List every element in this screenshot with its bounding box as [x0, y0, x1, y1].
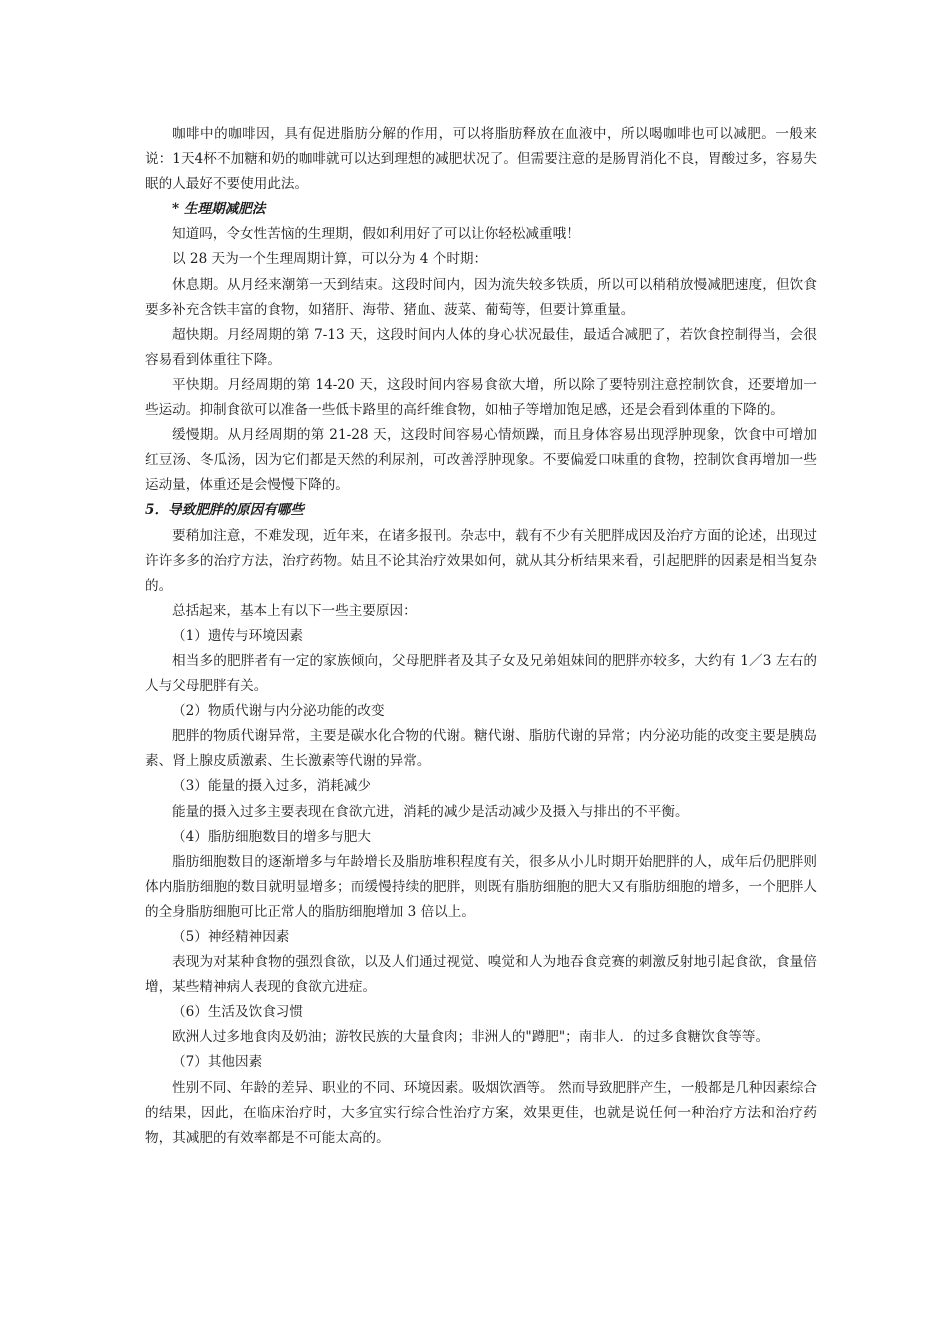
summary-paragraph: 总括起来，基本上有以下一些主要原因： — [172, 602, 417, 619]
cause-3-title: （3）能量的摄入过多，消耗减少 — [172, 778, 371, 795]
cause-5-text: 表现为对某种食物的强烈食欲，以及人们通过视觉、嗅觉和人为地吞食竞赛的刺激反射地引起食欲，食量倍增，某些精神病人表现的食欲亢进症。 — [145, 954, 817, 996]
cause-6-title: （6）生活及饮食习惯 — [172, 1004, 303, 1021]
cause-1-title: （1）遗传与环境因素 — [172, 627, 303, 644]
period-method-heading: * 生理期减肥法 — [172, 201, 266, 218]
steady-phase-paragraph: 平快期。月经周期的第 14-20 天，这段时间内容易食欲大增，所以除了要特别注意控制饮食，还要增加一些运动。抑制食欲可以准备一些低卡路里的高纤维食物，如柚子等增加饱足感，还是会看到体重的下降的。 — [145, 376, 817, 419]
cause-6-text: 欧洲人过多地食肉及奶油；游牧民族的大量食肉；非洲人的"蹲肥"；南非人．的过多食糖饮食等等。 — [172, 1029, 770, 1046]
rest-phase-paragraph: 休息期。从月经来潮第一天到结束。这段时间内，因为流失较多铁质，所以可以稍稍放慢减肥速度，但饮食要多补充含铁丰富的食物，如猪肝、海带、猪血、菠菜、葡萄等，但要计算重量。 — [145, 276, 817, 318]
section-5-heading: 5．导致肥胖的原因有哪些 — [145, 502, 304, 519]
cause-5-title: （5）神经精神因素 — [172, 929, 290, 945]
cause-2-text: 肥胖的物质代谢异常，主要是碳水化合物的代谢。糖代谢、脂肪代谢的异常；内分泌功能的改变主要是胰岛素、肾上腺皮质激素、生长激素等代谢的异常。 — [145, 728, 817, 770]
cause-4-text: 脂肪细胞数目的逐渐增多与年龄增长及脂肪堆积程度有关，很多从小儿时期开始肥胖的人，成年后仍肥胖则体内脂肪细胞的数目就明显增多；而缓慢持续的肥胖，则既有脂肪细胞的肥大又有脂肪细胞的增多，一个肥胖人的全身脂肪细胞可比正常人的脂肪细胞增加 3 倍以上。 — [145, 853, 817, 920]
cause-7-title: （7）其他因素 — [172, 1054, 263, 1071]
coffee-paragraph: 咖啡中的咖啡因，具有促进脂肪分解的作用，可以将脂肪释放在血液中，所以喝咖啡也可以减肥。一般来说：1天4杯不加糖和奶的咖啡就可以达到理想的减肥状况了。但需要注意的是肠胃消化不良，胃酸过多，容易失眠的人最好不要使用此法。 — [145, 126, 817, 193]
cause-2-title: （2）物质代谢与内分泌功能的改变 — [172, 703, 385, 720]
cause-1-text: 相当多的肥胖者有一定的家族倾向，父母肥胖者及其子女及兄弟姐妹间的肥胖亦较多，大约有 1／3 左右的人与父母肥胖有关。 — [145, 652, 817, 695]
cause-3-text: 能量的摄入过多主要表现在食欲亢进，消耗的减少是活动减少及摄入与排出的不平衡。 — [172, 803, 689, 820]
fast-phase-paragraph: 超快期。月经周期的第 7-13 天，这段时间内人体的身心状况最佳，最适合减肥了，若饮食控制得当，会很容易看到体重往下降。 — [145, 326, 817, 368]
section-5-intro: 要稍加注意，不难发现，近年来，在诸多报刊。杂志中，载有不少有关肥胖成因及治疗方面的论述，出现过许许多多的治疗方法，治疗药物。姑且不论其治疗效果如何，就从其分析结果来看，引起肥胖的因素是相当复杂的。 — [145, 527, 817, 594]
period-cycle-paragraph: 以 28 天为一个生理周期计算，可以分为 4 个时期： — [172, 251, 488, 268]
cause-7-text: 性别不同、年龄的差异、职业的不同、环境因素。吸烟饮酒等。 然而导致肥胖产生，一般都是几种因素综合的结果，因此，在临床治疗时，大多宜实行综合性治疗方案，效果更佳，也就是说任何一种治疗方法和治疗药物，其减肥的有效率都是不可能太高的。 — [145, 1079, 817, 1146]
cause-4-title: （4）脂肪细胞数目的增多与肥大 — [172, 828, 371, 845]
document-page — [145, 122, 817, 1151]
period-intro-paragraph: 知道吗，令女性苦恼的生理期，假如利用好了可以让你轻松减重哦！ — [172, 226, 580, 243]
slow-phase-paragraph: 缓慢期。从月经周期的第 21-28 天，这段时间容易心情烦躁，而且身体容易出现浮肿现象，饮食中可增加红豆汤、冬瓜汤，因为它们都是天然的利尿剂，可改善浮肿现象。不要偏爱口味重的食物，控制饮食再增加一些运动量，体重还是会慢慢下降的。 — [145, 427, 817, 494]
